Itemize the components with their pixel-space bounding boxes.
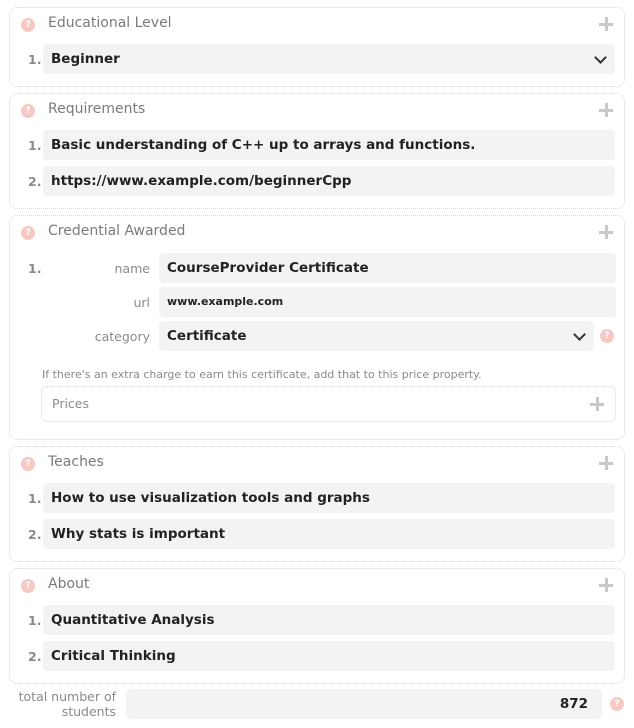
total-students-input[interactable]: 872 xyxy=(126,689,602,719)
item-number: 2. xyxy=(28,527,42,542)
credential-name-input[interactable]: CourseProvider Certificate xyxy=(159,253,616,283)
add-plus-icon[interactable] xyxy=(599,456,613,470)
add-plus-icon[interactable] xyxy=(599,225,613,239)
category-label: category xyxy=(94,329,150,344)
url-label: url xyxy=(133,295,150,310)
help-icon[interactable]: ? xyxy=(21,579,35,593)
prices-title: Prices xyxy=(52,396,90,411)
add-plus-icon[interactable] xyxy=(599,17,613,31)
prices-note: If there's an extra charge to earn this certificate, add that to this price property. xyxy=(42,368,482,381)
section-title: Educational Level xyxy=(48,15,172,31)
item-number: 2. xyxy=(28,174,42,189)
teaches-section xyxy=(9,446,625,562)
section-header xyxy=(10,447,624,479)
credential-awarded-section xyxy=(9,215,625,440)
section-title: About xyxy=(48,576,90,592)
item-number: 1. xyxy=(28,261,42,276)
name-label: name xyxy=(114,261,150,276)
help-icon[interactable]: ? xyxy=(21,226,35,240)
add-plus-icon[interactable] xyxy=(590,397,604,411)
list-item xyxy=(10,483,624,513)
educational-level-select[interactable] xyxy=(43,44,615,74)
requirement-input[interactable]: Basic understanding of C++ up to arrays and functions. xyxy=(43,130,615,160)
help-icon[interactable]: ? xyxy=(600,329,614,343)
teaches-input[interactable]: Why stats is important xyxy=(43,519,615,549)
select-value: Beginner xyxy=(51,51,120,67)
about-section xyxy=(9,568,625,684)
list-item xyxy=(10,519,624,549)
requirement-input[interactable]: https://www.example.com/beginnerCpp xyxy=(43,166,615,196)
credential-url-input[interactable]: www.example.com xyxy=(159,287,616,317)
select-value: Certificate xyxy=(167,328,247,344)
item-number: 2. xyxy=(28,649,42,664)
item-number: 1. xyxy=(28,52,42,67)
section-title: Requirements xyxy=(48,101,146,117)
educational-level-section xyxy=(9,7,625,87)
about-input[interactable]: Critical Thinking xyxy=(43,641,615,671)
label-line-1: total number of xyxy=(18,689,116,704)
section-header xyxy=(10,569,624,601)
list-item xyxy=(10,130,624,160)
teaches-input[interactable]: How to use visualization tools and graphs xyxy=(43,483,615,513)
section-header xyxy=(10,216,624,248)
list-item xyxy=(10,641,624,671)
section-header xyxy=(10,94,624,126)
credential-category-select[interactable] xyxy=(159,321,594,351)
item-number: 1. xyxy=(28,491,42,506)
list-item xyxy=(10,605,624,635)
help-icon[interactable]: ? xyxy=(21,457,35,471)
requirements-section xyxy=(9,93,625,209)
add-plus-icon[interactable] xyxy=(599,103,613,117)
help-icon[interactable]: ? xyxy=(21,104,35,118)
help-icon[interactable]: ? xyxy=(21,18,35,32)
about-input[interactable]: Quantitative Analysis xyxy=(43,605,615,635)
total-students-row xyxy=(0,689,634,723)
section-header xyxy=(10,8,624,40)
help-icon[interactable]: ? xyxy=(610,697,624,711)
section-title: Credential Awarded xyxy=(48,223,186,239)
list-item xyxy=(10,44,624,74)
section-title: Teaches xyxy=(48,454,104,470)
add-plus-icon[interactable] xyxy=(599,578,613,592)
chevron-down-icon xyxy=(573,328,586,341)
prices-subsection xyxy=(41,386,616,422)
total-students-label xyxy=(0,689,116,719)
item-number: 1. xyxy=(28,138,42,153)
list-item xyxy=(10,166,624,196)
chevron-down-icon xyxy=(594,51,607,64)
label-line-2: students xyxy=(61,704,116,719)
item-number: 1. xyxy=(28,613,42,628)
